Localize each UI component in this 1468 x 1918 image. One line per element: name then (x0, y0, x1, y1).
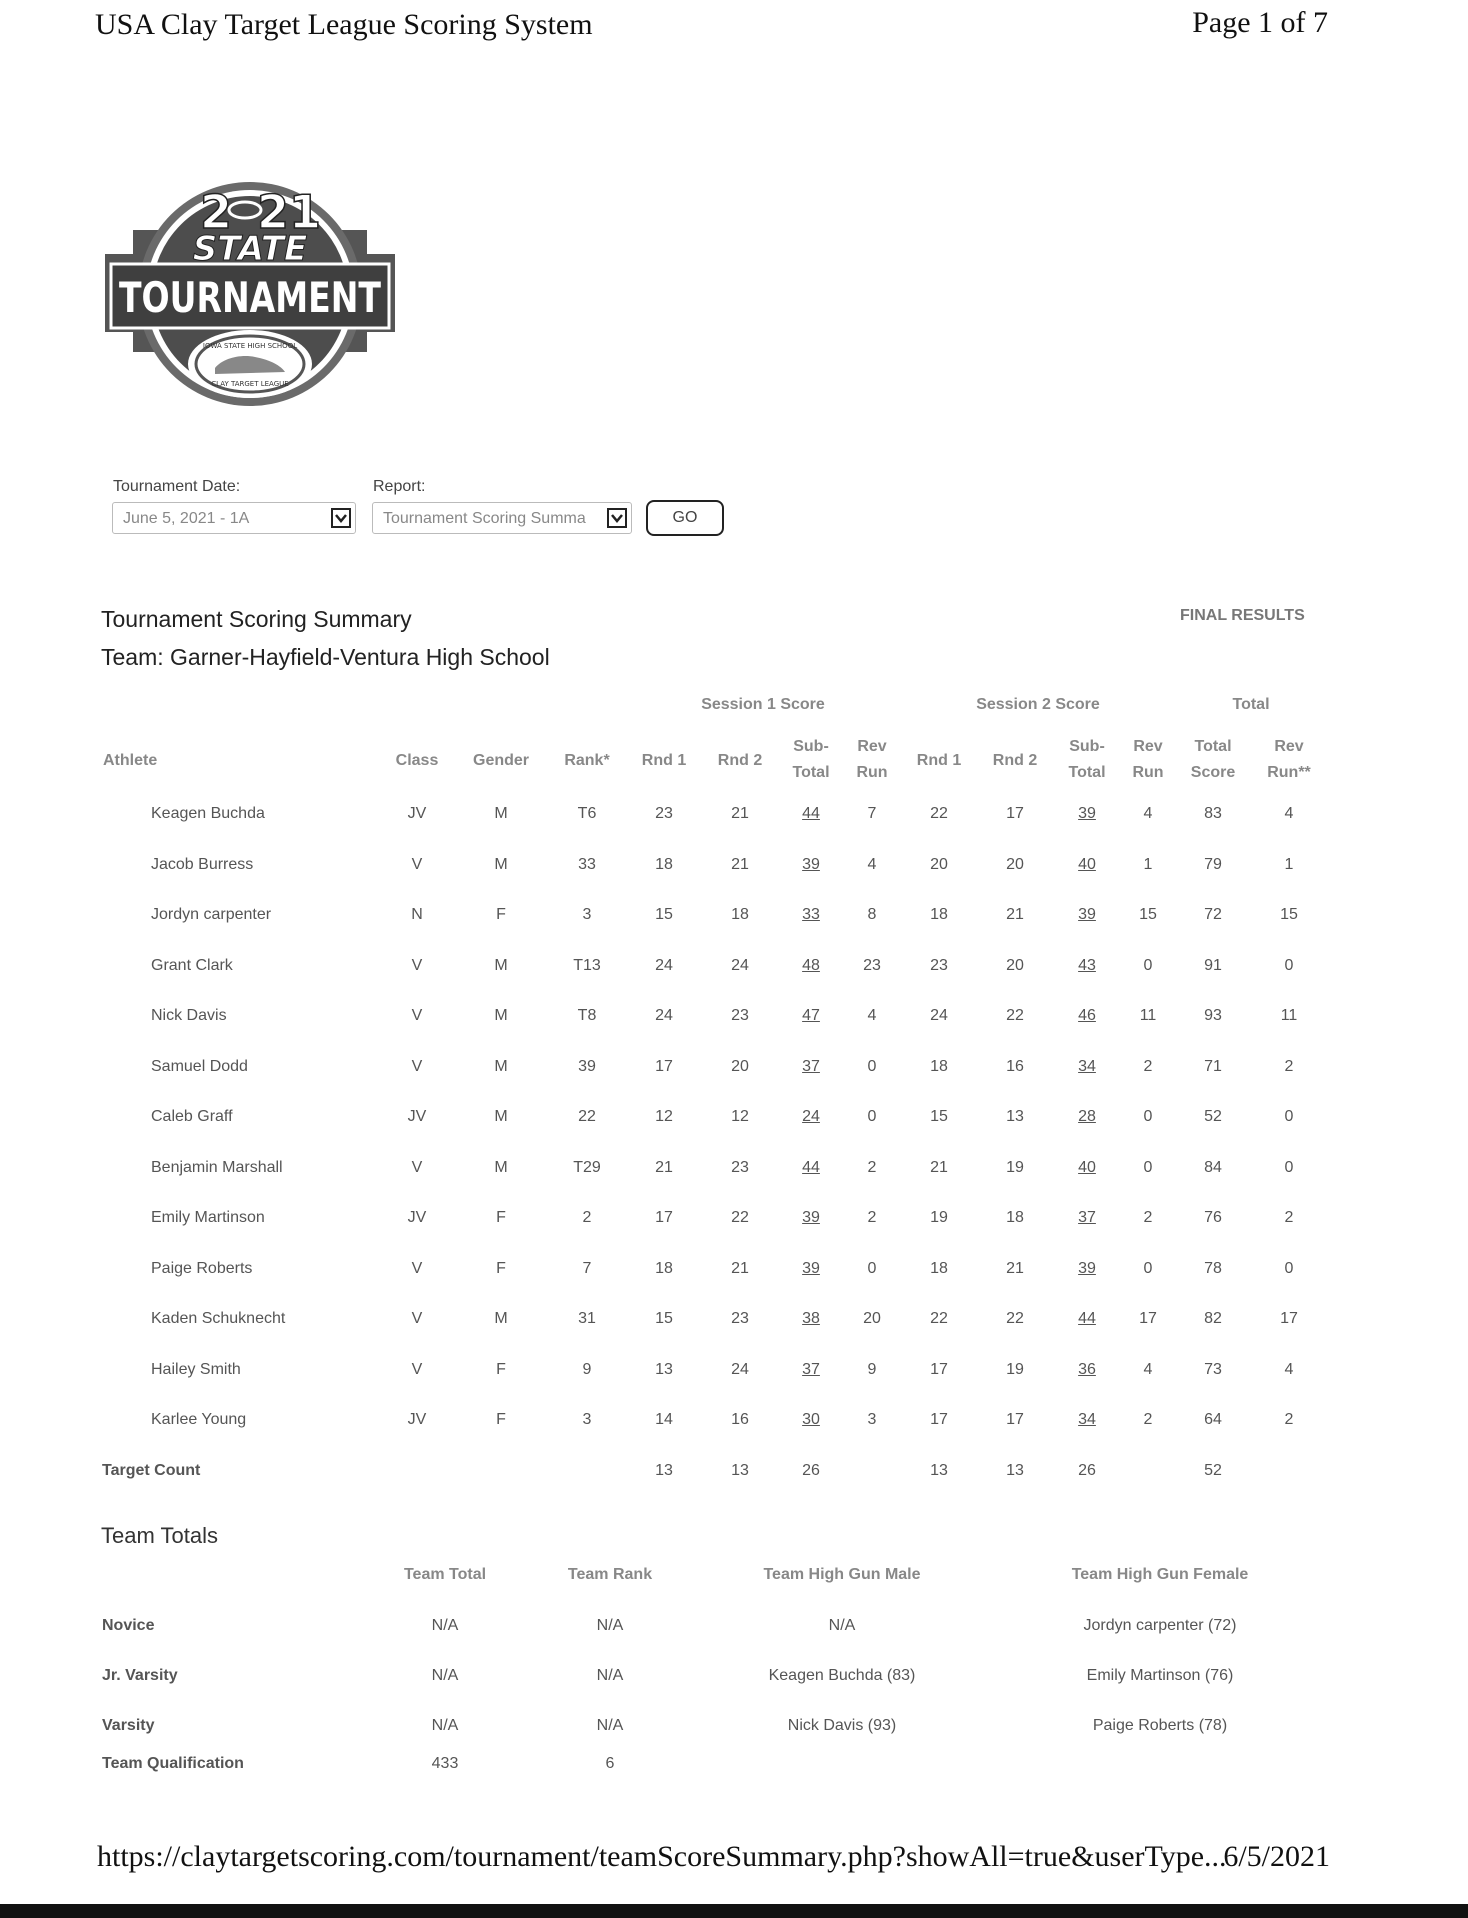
go-button[interactable]: GO (646, 500, 724, 536)
rank-cell: 31 (578, 1310, 596, 1327)
col-class: Class (395, 752, 439, 769)
state-tournament-logo (105, 182, 395, 418)
athlete-name: Samuel Dodd (151, 1058, 248, 1075)
gender-cell: M (494, 957, 508, 974)
s1-rnd1-cell: 21 (655, 1159, 673, 1176)
col-team-total: Team Total (403, 1566, 487, 1583)
athlete-name: Keagen Buchda (151, 805, 265, 822)
team-total-cell: N/A (431, 1717, 459, 1734)
total-revrun-cell: 0 (1284, 957, 1294, 974)
print-page-number: Page 1 of 7 (1192, 6, 1328, 39)
page-bottom-rule (0, 1904, 1468, 1918)
high-gun-female-cell: Emily Martinson (76) (1086, 1667, 1234, 1684)
s1-rnd1-cell: 17 (655, 1058, 673, 1075)
total-score-cell: 52 (1204, 1108, 1222, 1125)
s1-revrun-cell: 20 (863, 1310, 881, 1327)
col-total-revrun: Rev Run** (1267, 738, 1311, 781)
total-revrun-cell: 2 (1284, 1209, 1294, 1226)
s2-rnd2-cell: 20 (1006, 957, 1024, 974)
high-gun-male-cell: N/A (828, 1617, 856, 1634)
total-score-cell: 82 (1204, 1310, 1222, 1327)
s2-revrun-cell: 1 (1143, 856, 1153, 873)
athlete-name: Kaden Schuknecht (151, 1310, 286, 1327)
division-label: Novice (102, 1617, 155, 1634)
division-label: Varsity (102, 1717, 155, 1734)
s2-rnd1-cell: 24 (930, 1007, 948, 1024)
total-revrun-cell: 1 (1284, 856, 1294, 873)
tournament-date-label: Tournament Date: (113, 478, 241, 495)
total-revrun-cell: 0 (1284, 1260, 1294, 1277)
s2-rnd1-cell: 19 (930, 1209, 948, 1226)
rank-cell: 39 (578, 1058, 596, 1075)
col-rank: Rank* (564, 752, 610, 769)
total-score-cell: 79 (1204, 856, 1222, 873)
team-rank-cell: N/A (596, 1667, 624, 1684)
rank-cell: 7 (582, 1260, 592, 1277)
gender-cell: F (496, 1260, 506, 1277)
athlete-name: Caleb Graff (151, 1108, 233, 1125)
athlete-name: Hailey Smith (151, 1361, 241, 1378)
s1-rnd1-cell: 14 (655, 1411, 673, 1428)
total-group-header: Total (1232, 696, 1270, 713)
s1-rnd2-cell: 23 (731, 1007, 749, 1024)
target-count-s1-rnd2: 13 (731, 1462, 749, 1479)
class-cell: V (411, 1159, 423, 1176)
tournament-date-value: June 5, 2021 - 1A (123, 510, 250, 527)
high-gun-female-cell: Paige Roberts (78) (1092, 1717, 1228, 1734)
logo-ring-top: IOWA STATE HIGH SCHOOL (202, 342, 298, 350)
s2-subtotal-link[interactable]: 39 (1078, 805, 1096, 822)
s2-rnd1-cell: 23 (930, 957, 948, 974)
team-total-cell: N/A (431, 1667, 459, 1684)
col-s2-rnd1: Rnd 1 (916, 752, 962, 769)
s2-rnd2-cell: 18 (1006, 1209, 1024, 1226)
gender-cell: F (496, 1361, 506, 1378)
total-revrun-cell: 4 (1284, 1361, 1294, 1378)
total-score-cell: 64 (1204, 1411, 1222, 1428)
team-name: Team: Garner-Hayfield-Ventura High School (101, 644, 550, 670)
s1-rnd2-cell: 16 (731, 1411, 749, 1428)
s1-rnd1-cell: 24 (655, 1007, 673, 1024)
s1-rnd2-cell: 21 (731, 856, 749, 873)
total-revrun-cell: 4 (1284, 805, 1294, 822)
total-revrun-cell: 17 (1280, 1310, 1298, 1327)
class-cell: JV (407, 1108, 427, 1125)
s2-rnd1-cell: 18 (930, 1260, 948, 1277)
s1-rnd2-cell: 21 (731, 805, 749, 822)
s2-rnd2-cell: 13 (1006, 1108, 1024, 1125)
s1-revrun-cell: 23 (863, 957, 881, 974)
rank-cell: T29 (573, 1159, 601, 1176)
s1-revrun-cell: 8 (867, 906, 877, 923)
class-cell: V (411, 957, 423, 974)
class-cell: V (411, 1260, 423, 1277)
s1-subtotal-link[interactable]: 44 (802, 1159, 820, 1176)
s1-subtotal-link[interactable]: 44 (802, 805, 820, 822)
target-count-total: 52 (1204, 1462, 1222, 1479)
col-s2-revrun: Rev Run (1132, 738, 1164, 781)
col-gender: Gender (472, 752, 530, 769)
s1-subtotal-link[interactable]: 39 (802, 1260, 820, 1277)
s2-rnd2-cell: 16 (1006, 1058, 1024, 1075)
s1-rnd1-cell: 18 (655, 1260, 673, 1277)
s1-revrun-cell: 2 (867, 1209, 877, 1226)
gender-cell: M (494, 1007, 508, 1024)
total-score-cell: 93 (1204, 1007, 1222, 1024)
s2-revrun-cell: 2 (1143, 1209, 1153, 1226)
target-count-s1-rnd1: 13 (655, 1462, 673, 1479)
logo-line-state: STATE (192, 229, 308, 269)
s1-subtotal-link[interactable]: 33 (802, 906, 820, 923)
team-totals-title: Team Totals (101, 1523, 218, 1548)
report-label: Report: (373, 478, 426, 495)
rank-cell: 3 (582, 1411, 592, 1428)
s2-subtotal-link[interactable]: 43 (1078, 957, 1096, 974)
s1-rnd1-cell: 12 (655, 1108, 673, 1125)
total-score-cell: 71 (1204, 1058, 1222, 1075)
gender-cell: F (496, 1411, 506, 1428)
rank-cell: T13 (573, 957, 601, 974)
s1-revrun-cell: 7 (867, 805, 877, 822)
gender-cell: F (496, 906, 506, 923)
s2-rnd1-cell: 18 (930, 906, 948, 923)
s2-subtotal-link[interactable]: 34 (1078, 1058, 1096, 1075)
s2-rnd1-cell: 17 (930, 1361, 948, 1378)
s1-rnd1-cell: 24 (655, 957, 673, 974)
s1-rnd2-cell: 24 (731, 957, 749, 974)
s1-revrun-cell: 4 (867, 1007, 877, 1024)
s1-revrun-cell: 0 (867, 1058, 877, 1075)
high-gun-male-cell: Nick Davis (93) (787, 1717, 897, 1734)
total-revrun-cell: 0 (1284, 1108, 1294, 1125)
s1-rnd2-cell: 21 (731, 1260, 749, 1277)
class-cell: V (411, 1058, 423, 1075)
report-value: Tournament Scoring Summa (383, 510, 586, 527)
total-score-cell: 78 (1204, 1260, 1222, 1277)
team-rank-cell: N/A (596, 1717, 624, 1734)
high-gun-male-cell: Keagen Buchda (83) (768, 1667, 916, 1684)
team-total-cell: N/A (431, 1617, 459, 1634)
s2-rnd2-cell: 20 (1006, 856, 1024, 873)
target-count-label: Target Count (102, 1462, 201, 1479)
target-count-s2-rnd2: 13 (1006, 1462, 1024, 1479)
class-cell: JV (407, 1411, 427, 1428)
target-count-s2-subtotal: 26 (1078, 1462, 1096, 1479)
s1-rnd2-cell: 23 (731, 1310, 749, 1327)
s1-revrun-cell: 3 (867, 1411, 877, 1428)
athlete-name: Emily Martinson (151, 1209, 265, 1226)
s2-revrun-cell: 0 (1143, 957, 1153, 974)
athlete-name: Karlee Young (151, 1411, 247, 1428)
s1-subtotal-link[interactable]: 39 (802, 856, 820, 873)
athlete-name: Nick Davis (151, 1007, 227, 1024)
team-qualification-total: 433 (431, 1755, 459, 1772)
s1-subtotal-link[interactable]: 39 (802, 1209, 820, 1226)
logo-year-left: 2 (200, 185, 233, 239)
s1-subtotal-link[interactable]: 24 (802, 1108, 820, 1125)
s2-revrun-cell: 0 (1143, 1108, 1153, 1125)
s2-revrun-cell: 0 (1143, 1159, 1153, 1176)
s1-revrun-cell: 0 (867, 1108, 877, 1125)
col-s1-rnd1: Rnd 1 (641, 752, 687, 769)
s2-revrun-cell: 2 (1143, 1058, 1153, 1075)
class-cell: V (411, 1361, 423, 1378)
s1-rnd2-cell: 18 (731, 906, 749, 923)
col-s1-rnd2: Rnd 2 (717, 752, 763, 769)
target-count-s2-rnd1: 13 (930, 1462, 948, 1479)
s2-subtotal-link[interactable]: 44 (1078, 1310, 1096, 1327)
total-revrun-cell: 2 (1284, 1058, 1294, 1075)
s2-rnd1-cell: 21 (930, 1159, 948, 1176)
report-select[interactable] (372, 502, 632, 534)
s1-rnd2-cell: 12 (731, 1108, 749, 1125)
print-footer-url: https://claytargetscoring.com/tournament/teamScoreSummary.php?showAll=true&userType... (97, 1840, 1227, 1873)
s2-revrun-cell: 2 (1143, 1411, 1153, 1428)
col-high-gun-male: Team High Gun Male (763, 1566, 921, 1583)
class-cell: N (411, 906, 423, 923)
team-rank-cell: N/A (596, 1617, 624, 1634)
s2-rnd2-cell: 22 (1006, 1007, 1024, 1024)
s2-rnd2-cell: 17 (1006, 805, 1024, 822)
total-revrun-cell: 11 (1280, 1007, 1298, 1024)
athlete-name: Grant Clark (151, 957, 233, 974)
gender-cell: M (494, 805, 508, 822)
print-footer-date: 6/5/2021 (1223, 1840, 1330, 1873)
chevron-down-icon[interactable] (607, 508, 627, 528)
col-team-rank: Team Rank (567, 1566, 653, 1583)
summary-title: Tournament Scoring Summary (101, 606, 412, 632)
s1-subtotal-link[interactable]: 30 (802, 1411, 820, 1428)
s2-rnd2-cell: 21 (1006, 906, 1024, 923)
rank-cell: T6 (577, 805, 597, 822)
s2-subtotal-link[interactable]: 37 (1078, 1209, 1096, 1226)
s1-rnd1-cell: 15 (655, 1310, 673, 1327)
final-results-badge: FINAL RESULTS (1180, 607, 1305, 624)
s2-subtotal-link[interactable]: 39 (1078, 906, 1096, 923)
total-revrun-cell: 2 (1284, 1411, 1294, 1428)
col-s1-revrun: Rev Run (856, 738, 888, 781)
athlete-name: Jordyn carpenter (151, 906, 272, 923)
s1-revrun-cell: 0 (867, 1260, 877, 1277)
s1-subtotal-link[interactable]: 37 (802, 1058, 820, 1075)
gender-cell: M (494, 856, 508, 873)
s1-subtotal-link[interactable]: 47 (802, 1007, 820, 1024)
total-score-cell: 76 (1204, 1209, 1222, 1226)
s2-rnd2-cell: 22 (1006, 1310, 1024, 1327)
total-revrun-cell: 15 (1280, 906, 1298, 923)
s1-rnd1-cell: 17 (655, 1209, 673, 1226)
class-cell: V (411, 856, 423, 873)
s2-subtotal-link[interactable]: 40 (1078, 856, 1096, 873)
s1-rnd1-cell: 23 (655, 805, 673, 822)
gender-cell: M (494, 1058, 508, 1075)
s1-rnd1-cell: 18 (655, 856, 673, 873)
s1-rnd1-cell: 15 (655, 906, 673, 923)
col-athlete: Athlete (103, 752, 158, 769)
s2-revrun-cell: 0 (1143, 1260, 1153, 1277)
col-s2-rnd2: Rnd 2 (992, 752, 1038, 769)
s1-rnd2-cell: 23 (731, 1159, 749, 1176)
total-revrun-cell: 0 (1284, 1159, 1294, 1176)
total-score-cell: 83 (1204, 805, 1222, 822)
s1-rnd2-cell: 20 (731, 1058, 749, 1075)
session1-group-header: Session 1 Score (701, 696, 825, 713)
target-count-s1-subtotal: 26 (802, 1462, 820, 1479)
s2-revrun-cell: 11 (1139, 1007, 1157, 1024)
gender-cell: M (494, 1310, 508, 1327)
team-qualification-rank: 6 (605, 1755, 615, 1772)
s1-rnd1-cell: 13 (655, 1361, 673, 1378)
class-cell: V (411, 1007, 423, 1024)
total-score-cell: 84 (1204, 1159, 1222, 1176)
rank-cell: 9 (582, 1361, 592, 1378)
logo-line-tournament: TOURNAMENT (119, 273, 382, 322)
s2-rnd1-cell: 18 (930, 1058, 948, 1075)
s2-subtotal-link[interactable]: 46 (1078, 1007, 1096, 1024)
s2-rnd1-cell: 15 (930, 1108, 948, 1125)
s2-revrun-cell: 17 (1139, 1310, 1157, 1327)
s1-rnd2-cell: 22 (731, 1209, 749, 1226)
tournament-date-select[interactable] (112, 502, 356, 534)
s2-rnd1-cell: 17 (930, 1411, 948, 1428)
s2-rnd2-cell: 19 (1006, 1159, 1024, 1176)
class-cell: JV (407, 805, 427, 822)
gender-cell: M (494, 1159, 508, 1176)
s1-revrun-cell: 9 (867, 1361, 877, 1378)
session2-group-header: Session 2 Score (976, 696, 1100, 713)
team-qualification-label: Team Qualification (102, 1755, 244, 1772)
s2-revrun-cell: 4 (1143, 1361, 1153, 1378)
s2-revrun-cell: 15 (1139, 906, 1157, 923)
high-gun-female-cell: Jordyn carpenter (72) (1083, 1617, 1237, 1634)
athlete-name: Jacob Burress (151, 856, 254, 873)
logo-year-right: 21 (257, 185, 322, 239)
gender-cell: M (494, 1108, 508, 1125)
s2-rnd1-cell: 22 (930, 805, 948, 822)
division-label: Jr. Varsity (102, 1667, 178, 1684)
s2-revrun-cell: 4 (1143, 805, 1153, 822)
s1-subtotal-link[interactable]: 48 (802, 957, 820, 974)
s2-subtotal-link[interactable]: 39 (1078, 1260, 1096, 1277)
s2-rnd2-cell: 17 (1006, 1411, 1024, 1428)
col-high-gun-female: Team High Gun Female (1071, 1566, 1249, 1583)
s1-revrun-cell: 2 (867, 1159, 877, 1176)
rank-cell: 3 (582, 906, 592, 923)
logo-ring-bottom: CLAY TARGET LEAGUE (211, 380, 289, 388)
total-score-cell: 72 (1204, 906, 1222, 923)
s2-rnd2-cell: 21 (1006, 1260, 1024, 1277)
col-total-score: Total Score (1190, 738, 1236, 781)
rank-cell: 2 (582, 1209, 592, 1226)
chevron-down-icon[interactable] (331, 508, 351, 528)
s2-subtotal-link[interactable]: 40 (1078, 1159, 1096, 1176)
rank-cell: 22 (578, 1108, 596, 1125)
s1-revrun-cell: 4 (867, 856, 877, 873)
s2-rnd2-cell: 19 (1006, 1361, 1024, 1378)
col-s1-subtotal: Sub- Total (792, 738, 830, 781)
print-header-title: USA Clay Target League Scoring System (95, 8, 593, 41)
s2-subtotal-link[interactable]: 28 (1078, 1108, 1096, 1125)
col-s2-subtotal: Sub- Total (1068, 738, 1106, 781)
s2-rnd1-cell: 22 (930, 1310, 948, 1327)
s2-subtotal-link[interactable]: 36 (1078, 1361, 1096, 1378)
total-score-cell: 91 (1204, 957, 1222, 974)
s2-subtotal-link[interactable]: 34 (1078, 1411, 1096, 1428)
s1-subtotal-link[interactable]: 37 (802, 1361, 820, 1378)
gender-cell: F (496, 1209, 506, 1226)
class-cell: JV (407, 1209, 427, 1226)
athlete-name: Paige Roberts (151, 1260, 253, 1277)
class-cell: V (411, 1310, 423, 1327)
s1-subtotal-link[interactable]: 38 (802, 1310, 820, 1327)
rank-cell: 33 (578, 856, 596, 873)
s1-rnd2-cell: 24 (731, 1361, 749, 1378)
total-score-cell: 73 (1204, 1361, 1222, 1378)
rank-cell: T8 (577, 1007, 597, 1024)
athlete-name: Benjamin Marshall (151, 1159, 283, 1176)
s2-rnd1-cell: 20 (930, 856, 948, 873)
